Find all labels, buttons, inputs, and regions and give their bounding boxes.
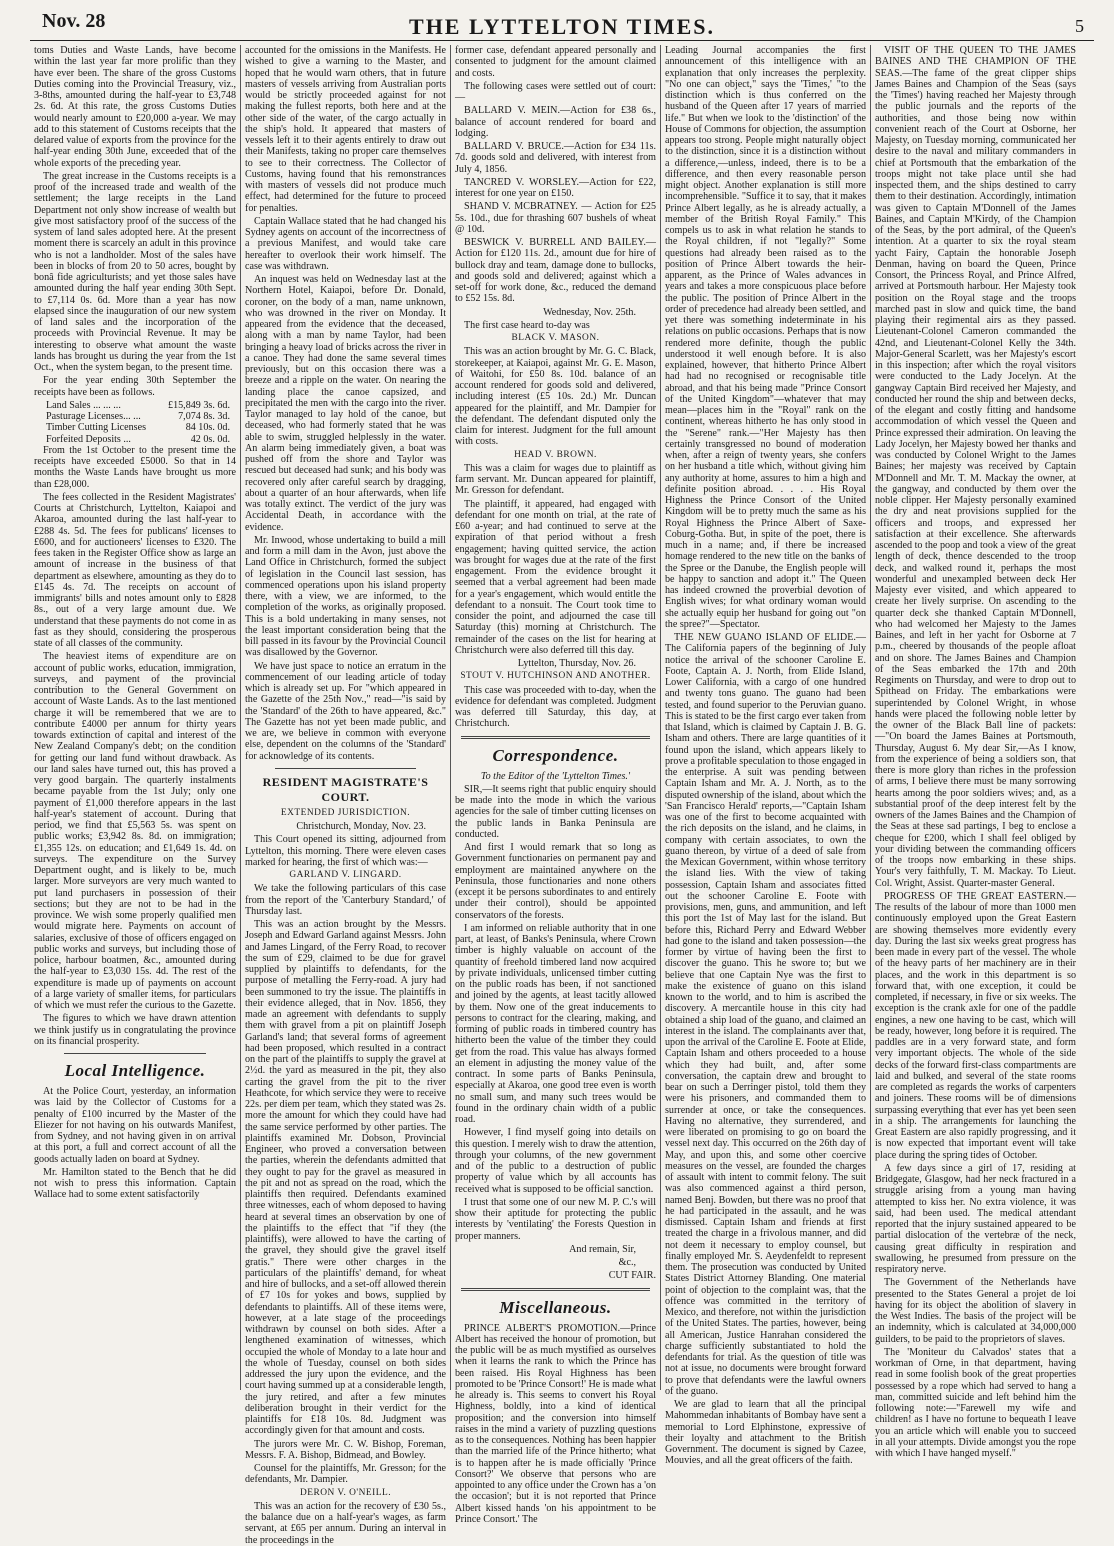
table-cell: 84 10s. 0d.	[185, 422, 230, 434]
paragraph: I am informed on reliable authority that in one part, at least, of Banks's Peninsula, where Crown timber is highly valuable on account of the quantity of freehold timbered land now acquired by private individuals, unlicensed timber cutting on the public roads has been, if not sanctioned and joined by the agents, at least tacitly allowed by them. Now one of the great inducements to persons to contract for the clearing, making, and forming of public roads in timbered country has hitherto been the value of the timber they could get from the road. This value has always formed an element in adjusting the money value of the contract. In some parts of Banks Peninsula, especially at Akaroa, one good tree even is worth no small sum, and many such trees would be found in the ordinary chain width of a public road.	[455, 922, 656, 1125]
paragraph: Counsel for the plaintiffs, Mr. Gresson; for the defendants, Mr. Dampier.	[245, 1463, 446, 1486]
paragraph: The following cases were settled out of court:—	[455, 80, 656, 103]
paragraph: PROGRESS OF THE GREAT EASTERN.—The results of the labour of more than 1000 men continuously employed upon the Great Eastern are showing themselves more evidently every day. During the last six weeks great progress has been made in every part of the vessel. The whole of the heavy parts of her machinery are in their places, and the work in this department is so forward that, with one exception, it could be completed, if necessary, in five or six weeks. The exception is the crank axle for one of the paddle engines, a new one having to be cast, which will be ready, however, long before it is required. The paddles are in a very forward state, and form very important objects. The whole of the side decks of the forward first-class compartments are laid and bulked, and several of the state rooms are completed as regards the works of carpenters and joiners. These rooms will be of dimensions surpassing everything that ever has yet been seen in a ship. The arrangements for launching the Great Eastern are also rapidly progressing, and it is now expected that important event will take place during the spring tides of October.	[875, 890, 1076, 1161]
paragraph: From the 1st October to the present time the receipts have exceeded £5000. So that in 14 months the Waste Lands have brought us more than £28,000.	[34, 444, 236, 490]
paragraph: SIR,—It seems right that public enquiry should be made into the mode in which the various agencies for the sale of timber cutting licenses on the public lands in Banka Peninsula are conducted.	[455, 783, 656, 840]
paragraph: This was an action brought by the Messrs. Joseph and Edward Garland against Messrs. John and James Lingard, of the Ferry Road, to recover the sum of £29, claimed to be due for gravel supplied by plaintiffs to defendants, for the purpose of metalling the Ferry-road. A jury had been summoned to try the issue. The plaintiffs in their evidence alleged, that in Nov. 1856, they made an agreement with defendants to supply them with gravel from a pit on plaintiff Joseph Garland's land; that several forms of agreement had been proposed, which resulted in a contract on the part of the plaintiffs to supply the gravel at 2½d. the yard as measured in the pit, they also carting the gravel from the pit to the river Heathcote, for which service they were to receive 22s. per diem per team, which they stated was 2s. more the amount for which they could have had the same service performed by other parties. The plaintiffs examined Mr. Dobson, Provincial Engineer, who proved a conversation between the parties, wherein the defendants admitted that they ought to pay for the gravel as measured in the pit and not as spread on the road, which the plaintiffs then required. Defendants examined three witnesses, each of whom deposed to having heard at several times an observation by one of the plaintiffs to the effect that "if they (the plaintiffs), were allowed to have the carting of the gravel, they should give the gravel itself gratis." There were other charges in the particulars of the plaintiffs' demand, for wheat and hire of bullocks, and a set-off allowed therein of £7 10s for yokes and bows, supplied by defendants to plaintiffs. All of these items were, however, at a late stage of the proceedings withdrawn by counsel on both sides. After a lengthened examination of witnesses, which occupied the whole of Monday to a late hour and the whole of Tuesday, counsel on both sides addressed the jury upon the evidence, and the court having summed up at a considerable length, the jury retired, and after a few minutes deliberation brought in their verdict for the plaintiffs for £18 10s. 8d. Judgment was accordingly given for that amount and costs.	[245, 919, 446, 1437]
paragraph: An inquest was held on Wednesday last at the Northern Hotel, Kaiapoi, before Dr. Donald, coroner, on the body of a man, name unknown, who was drowned in the river on Monday. It appeared from the evidence that the deceased, along with a man by name Taylor, had been bringing a heavy load of bricks across the river in a canoe. They had done the same several times previously, but on this occasion there was a breeze and a ripple on the water. On nearing the landing place the canoe capsized, and precipitated the men with the cargo into the river. Taylor managed to lay hold of the canoe, but deceased, who had formerly stated that he was able to swim, struggled helplessly in the water. An alarm being immediately given, a boat was pushed off from the shore and Taylor was rescued but deceased had sunk; and his body was recovered only after careful search by dragging, about a quarter of an hour afterwards, when life was totally extinct. The verdict of the jury was Accidental Death, in accordance with the evidence.	[245, 274, 446, 533]
paragraph: At the Police Court, yesterday, an information was laid by the Collector of Customs for a penalty of £100 incurred by the Master of the Eliezer for not having on his outwards Manifest, from Sydney, and not having given in on arrival at this port, a full and correct account of all the goods actually laden on board at Sydney.	[34, 1086, 236, 1165]
paragraph: The fees collected in the Resident Magistrates' Courts at Christchurch, Lyttelton, Kaiapoi and Akaroa, amounted during the last half-year to £288 4s. 5d. The fees for publicans' licenses to £600, and for auctioneers' licenses to £320. The fees taken in the Register Office show as large an amount of increase in the business of that department as elsewhere, amounting as they do to £145 4s. 7d. The receipts on account of immigrants' bills and notes amount only to £828 8s., out of a very large amount due. We understand that these payments do not come in as fast as they should, considering the prosperous state of all classes of the community.	[34, 491, 236, 649]
table-row	[34, 400, 236, 411]
column-1	[30, 45, 240, 1390]
paragraph: This Court opened its sitting, adjourned from Lyttelton, this morning. There were eleven cases marked for hearing, the first of which was:—	[245, 834, 446, 868]
paragraph: The heaviest items of expenditure are on account of public works, education, immigration, surveys, and payment of the provincial contribution to the General Government on account of Waste Lands. As to the last mentioned charge it will be remembered that we are to contribute £4000 per annum for thirty years towards extinction of capital and interest of the New Zealand Company's debt; on the condition for getting our land fund without drawback. As our land sales have turned out, this has proved a very good bargain. The quarterly instalments became payable from the 1st July; only one payment of £1,000 therefore appears in the last half-year's statement of account. During that period, we find that £5,563 5s. was spent on public works; £3,942 8s. 8d. on immigration; £1,355 12s. on education; and £1,649 1s. 4d. on surveys. The expenditure on the Survey Department ought, and is likely to be, much larger. More surveyors are very much wanted to put land purchasers in possession of their sections; but they are not to be had in the province. We wish some properly qualified men would migrate here. Payments on account of salaries, exclusive of those of officers engaged on public works and surveys, but including those of police, harbour boatmen, &c., amounted during the half-year to £3,030 15s. 4d. The rest of the expenditure is made up of payments on account of a large variety of smaller items, for particulars of which we must refer the curious to the Gazette.	[34, 651, 236, 1011]
paragraph: BALLARD V. MEIN.—Action for £38 6s., balance of account rendered for board and lodging.	[455, 105, 656, 139]
letter-closing: And remain, Sir,	[569, 1243, 636, 1255]
page-number: 5	[1075, 16, 1084, 36]
paragraph: This was an action for the recovery of £30 5s., the balance due on a half-year's wages, as farm servant, at £65 per annum. During an interval in the proceedings in the	[245, 1500, 446, 1546]
paragraph: The 'Moniteur du Calvados' states that a workman of Orne, in that department, having read in some foolish book of the great properties possessed by a rope which had served to hang a man, committed suicide and left behind him the following note:—"Farewell my wife and children! as I have no fortune to bequeath I leave you an article which will enable you to succeed in all your attempts. Divide amongst you the rope with which I have hanged myself."	[875, 1346, 1076, 1459]
divider	[461, 1288, 650, 1291]
column-4	[660, 45, 870, 1467]
paragraph: BESWICK V. BURRELL AND BAILEY.—Action for £120 11s. 2d., amount due for hire of bullock dray and team, damage done to bullocks, and goods sold and delivered; against which a set-off for work done, &c., reduced the demand to £52 15s. 8d.	[455, 237, 656, 305]
table-cell: Land Sales ... ... ...	[46, 399, 121, 411]
dateline: Christchurch, Monday, Nov. 23.	[296, 821, 426, 832]
paragraph: TANCRED V. WORSLEY.—Action for £22, interest for one year on £150.	[455, 176, 656, 199]
case-title: GARLAND V. LINGARD.	[289, 870, 402, 880]
paragraph: We have just space to notice an erratum in the commencement of our leading article of today which is already set up. For "which appeared in the Gazette of the 25th Nov.," read—"is said by the 'Standard' of the 26th to have appeared, &c." The Gazette has not yet been made public, and we are, we believe in common with everyone else, dependent on the columns of the 'Standard' for acknowledge of its contents.	[245, 660, 446, 762]
table-row	[34, 434, 236, 445]
column-3	[450, 45, 660, 1525]
letter-signature: CUT FAIR.	[608, 1270, 656, 1282]
divider	[275, 768, 416, 769]
table-cell: Pasturage Licenses... ...	[46, 411, 141, 422]
section-heading: RESIDENT MAGISTRATE'S COURT.	[262, 774, 429, 804]
divider	[461, 736, 650, 739]
table-cell: £15,849 3s. 6d.	[168, 399, 230, 411]
paragraph: former case, defendant appeared personally and consented to judgment for the amount claimed and costs.	[455, 45, 656, 79]
receipts-table	[34, 400, 236, 445]
case-title: BLACK V. MASON.	[511, 333, 600, 343]
table-cell: 42 0s. 0d.	[190, 433, 230, 445]
paragraph: The Government of the Netherlands have presented to the States General a projet de loi having for its object the abolition of slavery in the West Indies. The basis of the project will be an indemnity, which is calculated at 34,000,000 guilders, to be paid to the proprietors of slaves.	[875, 1277, 1076, 1345]
paragraph: And first I would remark that so long as Government functionaries on permanent pay and employment are maintained anywhere on the Peninsula, those functionaries and none others (except it be persons subordinates to and entirely under their control), should be appointed conservators of the forests.	[455, 842, 656, 921]
paragraph: Captain Wallace stated that he had changed his Sydney agents on account of the incorrectness of a previous Manifest, and would take care hereafter to overlook their work himself. The case was withdrawn.	[245, 215, 446, 272]
paragraph: The figures to which we have drawn attention we think justify us in congratulating the province on its financial prosperity.	[34, 1013, 236, 1047]
newspaper-title: THE LYTTELTON TIMES.	[409, 14, 715, 39]
paragraph: accounted for the omissions in the Manifests. He wished to give a warning to the Master, and hoped that he would warn others, that in future masters of vessels arriving from Australian ports would be strictly proceeded against for not making the fullest reports, both here and at the other side of the water, of the cargo actually in the ship's hold. It appeared that masters of vessels left it to their agents entirely to draw out their Manifests, taking no proper care themselves to see to their correctness. The Collector of Customs, having found that his remonstrances with masters of vessels did not produce much effect, had determined for the future to proceed for penalties.	[245, 45, 446, 214]
paragraph: The first case heard to-day was	[464, 319, 590, 331]
section-heading: Correspondence.	[492, 745, 619, 765]
paragraph: Leading Journal accompanies the first announcement of this intelligence with an explanation that only increases the perplexity. "No one can object," says the 'Times,' "to the distinction which is thus conferred on the husband of the Queen after 17 years of married life." But when we look to the 'distinction' of the House of Commons for objection, the assumption appears too strong. People might naturally object to the distinction, since it is a distinction without a difference,—unless, indeed, there is to be a difference, and then every reasonable person might object. Another explanation is still more incomprehensible. "Suffice it to say, that it makes Prince Albert legally, as he is already actually, a member of the British Royal Family." This compels us to ask in what relation he stands to the Royal children, if not "legally?" Some questions had already been raised as to the position of Prince Albert towards the heir-apparent, as the Prince of Wales advances in years and takes a more conspicuous place before the public. The position of Prince Albert in the order of precedence had already been settled, and yet there was something indeterminate in his relations on public occasions. Perhaps that is now rendered more definite, though the public understood it well enough before. It is also explained, however, that hitherto Prince Albert had had no recognised or recognisable title abroad, and that his being made "Prince Consort of the United Kingdom"—whatever that may mean—places him in the "Royal" rank on the continent, whereas hitherto he has only stood in the "Serene" rank.—"Her Majesty has then certainly transgressed no bound of moderation when, after a reign of twenty years, she confers on her husband a title which, without giving him any authority at home, assures to him a high and definite position abroad. . . . . His Royal Highness the Prince Consort of the United Kingdom will be to pretty much the same as his Royal Highness the Prince Albert of Saxe-Coburg-Gotha. But, in spite of the poet, there is much in a name; and, if there be increased homage rendered to the new title on the banks of the Spree or the Danube, the English people will be happy to sanction and adopt it." The Queen has indeed crowned the proverbial devotion of English wives; for what ordinary woman would she actually equip her husband for going out "on the spree?"—Spectator.	[665, 45, 867, 630]
section-heading: Miscellaneous.	[499, 1297, 612, 1317]
paragraph: We take the following particulars of this case from the report of the 'Canterbury Standard,' of Thursday last.	[245, 883, 446, 917]
paragraph: A few days since a girl of 17, residing at Bridgegate, Glasgow, had her neck fractured in a struggle arising from a young man having attempted to kiss her. No extra violence, it was said, had been used. The medical attendant reported that the injury sustained appeared to be partial dislocation of the vertebræ of the neck, causing great difficulty in respiration and swallowing, he presumed from pressure on the respiratory nerve.	[875, 1162, 1076, 1275]
paragraph: However, I find myself going into details on this question. I merely wish to draw the attention, through your columns, of the new government and of the public to a destruction of public property of value which by all accounts has received what is supposed to be official sanction.	[455, 1127, 656, 1195]
paragraph: Mr. Hamilton stated to the Bench that he did not wish to press this information. Captain Wallace had to some extent satisfactorily	[34, 1166, 236, 1201]
paragraph: toms Duties and Waste Lands, have become within the last year far more prolific than they have ever been. The share of the gross Customs Duties coming into the Provincial Treasury, viz., 3-8ths, amounted during the half-year to £3,748 2s. 6d. At this rate, the gross Customs Duties would nearly amount to £20,000 a-year. We may add to this statement of Customs receipts that the delared value of exports from the province for the half-year ending 30th June, exceeded that of the whole exports of the preceding year.	[34, 45, 236, 169]
divider	[64, 1053, 206, 1054]
paragraph: VISIT OF THE QUEEN TO THE JAMES BAINES AND THE CHAMPION OF THE SEAS.—The fame of the great clipper ships James Baines and Champion of the Seas (says the 'Times') having reached her Majesty through the public journals and the reports of the authorities, and those being now within convenient reach of the Court at Osborne, her Majesty, on Tuesday morning, communicated her desire to the naval and military commanders in chief at Portsmouth that the embarkation of the troops might not take place until she had inspected them, and the ships destined to carry them to their destination. Accordingly, intimation was given to Captain M'Donnell of the James Baines, and Captain M'Kirdy, of the Champion of the Seas, by the port admiral, of the Queen's intention. At a quarter to six the royal steam yacht Fairy, Captain the honorable Joseph Denman, having on board the Queen, Prince Consort, the Princess Royal, and Prince Alfred, arrived at Portsmouth harbour. Her Majesty took position on the Royal stage and the troops marched past in slow and quick time, the band playing their regimental airs as they passed. Lieutenant-Colonel Cameron commanded the 42nd, and Lieutenant-Colonel Kelly the 34th. Major-General Scarlett, was her Majesty's escort in this inspection; after which the royal visitors were conducted to the Lady Jocelyn. At the gangway Captain Bird received her Majesty, and conducted her round the ship and between decks, of the elegant and costly fitting and handsome accommodation of which vessel the Queen and Prince expressed their admiration. On leaving the Lady Jocelyn, her Majesty bowed her thanks and was conducted by Colonel Wright to the James Baines; her majesty was received by Captain M'Donnell and Mr. T. M. Mackay the owner, at the gangway, and conducted by them over the noble clipper. Her Majesty personally examined the dry and neat provisions supplied for the officers and troops, and expressed her satisfaction at their excellence. She afterwards ascended to the poop and took a view of the great length of deck, thence descended to the troop deck, and walked round it, perhaps the most wonderful and unexampled between deck Her Majesty ever visited, and which appeared to create her lively surprise. On ascending to the quarter deck she thanked Captain M'Donnell, who had welcomed her Majesty to the James Baines, and left in her yacht for Osborne at 7 p.m., cheered by thousands of the people afloat and on shore. The James Baines and Champion of the Seas embarked the 17th and 20th Regiments on Thursday, and were to drop out to Spithead on Friday. The embarkations were superintended by Colonel Wright, in whose hands were placed the following noble letter by the owner of the Black Ball line of packets:—"On board the James Baines at Portsmouth, Thursday, August 6. My dear Sir,—As I know, from the experience of being a soldiers son, that there is more glory than riches in the profession of arms, I believe there must be many sorrowing hearts among the poor soldiers wives; and, as a substantial proof of the deep interest felt by the owners of the James Baines and the Champion of the Seas at these sad partings, I beg to enclose a cheque for £200, which I shall feel obliged by your dividing between the commanding officers of the troops now embarking in these ships. Your's very faithfully, T. M. Mackay. To Lieut. Col. Wright, Assist. Quarter-master General.	[875, 45, 1076, 889]
paragraph: SHAND V. MCBRATNEY. — Action for £25 5s. 10d., due for thrashing 607 bushels of wheat @ 10d.	[455, 201, 656, 235]
letter-salutation: To the Editor of the 'Lyttelton Times.'	[480, 770, 631, 782]
paragraph: The jurors were Mr. C. W. Bishop, Foreman, Messrs. F. A. Bishop, Bidmead, and Bowley.	[245, 1438, 446, 1461]
paragraph: PRINCE ALBERT'S PROMOTION.—Prince Albert has received the honour of promotion, but the public will be as much mystified as ourselves when it learns the rank to which the Prince has been raised. His Royal Highness has been promoted to be 'Prince Consort!' He is made what he already is. This seems to convert his Royal Highness, boldly, into a kind of identical proposition; and the conversion into himself raises in the mind a variety of puzzling questions as to the consequences. Nothing has been happier than the married life of the Prince hitherto; what is to happen after he is made officially 'Prince Consort?' We observe that persons who are appointed to any office under the Crown has a 'on the occasion'; but it is not reported that Prince Albert kissed hands 'on his appointment to be Prince Consort.' The	[455, 1322, 656, 1525]
paragraph: I trust that some one of our new M. P. C.'s will show their aptitude for protecting the public interests by 'ventilating' the Forests Question in proper manners.	[455, 1196, 656, 1242]
table-cell: Forfeited Deposits ...	[46, 433, 131, 445]
table-row	[34, 422, 236, 433]
paragraph: This was an action brought by Mr. G. C. Black, storekeeper, at Kaiapoi, against Mr. G. E. Mason, of Waitohi, for £50 8s. 10d. balance of an account rendered for goods sold and delivered, including interest (£5 10s. 2d.) Mr. Duncan appeared for the plaintiff, and Mr. Dampier for the defendant. The defendant disputed only the claim for interest. Judgment for the full amount with costs.	[455, 346, 656, 448]
table-row	[34, 411, 236, 422]
table-cell: Timber Cutting Licenses	[46, 422, 147, 434]
column-2	[240, 45, 450, 1546]
paragraph: THE NEW GUANO ISLAND OF ELIDE.—The California papers of the beginning of July notice the arrival of the schooner Caroline E. Foote, Captain A. J. North, from Elide Island, Lower California, with a cargo of one hundred and twenty tons guano. The guano had been tested, and found superior to the Peruvian guano. This is stated to be the first cargo ever taken from that Island, which is claimed by Captain J. B. G. Isham and others. There are large quantities of it found upon the island, which appears likely to prove a profitable speculation to those engaged in the enterprise. A suit was pending between Captain Isham and Mr. A. J. North, as to the disputed ownership of the island, about which the 'San Francisco Herald' reports,—"Captain Isham was one of the first to become acquainted with the rich deposits on the island, and he claims, in company with certain associates, to own the guano thereon, by virtue of a deed of sale from the Mexican Government, within whose territory the island lies. With the view of taking possession, Captain Isham and associates fitted out the schooner Caroline E. Foote with provisions, men, guns, and ammunition, and left this port the 1st of May last for the island. But before this, Richard Perry and Edward Webber had gone to the island and taken possession—the former by virtue of having been the first to discover the guano. This he swore to; but we believe that one Captain Nye was the first to make the existence of guano on this island known to the world, and to him is ascribed the discovery. A mercantile house in this city had obtained a ship load of the guano, and claimed an interest in the island. The complainants aver that, upon the arrival of the Caroline E. Foote at Elide, Captain Isham and others proceeded to a house which they had built, and, after some conversation, the captain drew and brought to bear on such a Derringer pistol, told them they were his prisoners, and commanded them to surrender at once, or take the consequences. Having no alternative, they surrendered, and were liberated on promising to go on board the vessel next day. This occurred on the 26th day of May, and upon this, and some other coercive measures on the vessel, are founded the charges of assault with intent to commit felony. The suit was also commenced against a third person, named Benj. Bowden, but there was no proof that he had participated in the assault, and he was dismissed. Captain Isham and friends at first treated the charge in a frivolous manner, and did not deem it necessary to employ counsel, but finally employed Mr. S. Aeydenfeldt to represent them. The prosecution was conducted by United States District Attorney Blanding. One material point of objection to the complaint was, that the offence was committed in the territory of Mexico, and therefore, not within the jurisdiction of the United States. The parties, however, being all American, Justice Hanrahan considered the charge sufficiently substantiated to hold the defendants for trial. As the question of title was not at issue, no documents were brought forward to prove that defendants were the lawful owners of the guano.	[665, 632, 866, 1397]
dateline: Wednesday, Nov. 25th.	[543, 306, 636, 318]
paragraph: We are glad to learn that all the principal Mahommedan inhabitants of Bombay have sent a memorial to Lord Elphinstone, expressive of their loyalty and attachment to the British Government. The document is signed by Cazee, Mouvies, and all the great officers of the faith.	[665, 1399, 866, 1467]
case-title: STOUT V. HUTCHINSON AND ANOTHER.	[460, 671, 651, 682]
case-title: HEAD V. BROWN.	[514, 449, 597, 460]
masthead	[30, 6, 1094, 41]
letter-closing: &c.,	[618, 1257, 636, 1268]
dateline: Lyttelton, Thursday, Nov. 26.	[517, 658, 636, 669]
section-heading: Local Intelligence.	[64, 1061, 206, 1080]
paragraph: Mr. Inwood, whose undertaking to build a mill and form a mill dam in the Avon, just above the Land Office in Christchurch, formed the subject of legislation in the Council last session, has commenced operations upon his island property there, with a view, we are informed, to the completion of the works, as originally proposed. This is a bold undertaking in many senses, not the least important consideration being that the bill passed in its favour by the Provincial Council was disallowed by the Governor.	[245, 534, 446, 659]
paragraph: This case was proceeded with to-day, when the evidence for defendant was completed. Judgment was deferred till Saturday, this day, at Christchurch.	[455, 684, 656, 730]
paragraph: For the year ending 30th September the receipts have been as follows.	[34, 375, 236, 398]
columns	[30, 45, 1094, 1546]
issue-date: Nov. 28	[42, 10, 106, 32]
paragraph: The plaintiff, it appeared, had engaged with defendant for one month on trial, at the rate of £60 a-year; and had continued to serve at the expiration of that period without a fresh engagement; having quitted service, the action was brought for wages due at the rate of the first engagement. From the evidence brought it seemed that a verbal agreement had been made for a year's engagement, which would entitle the defendant to a nonsuit. The Court took time to consider the point, and adjourned the case till Saturday (this) morning at Christchurch. The remainder of the cases on the list for hearing at Christchurch were also deferred till this day.	[455, 498, 656, 656]
column-5	[870, 45, 1080, 1459]
subheading: EXTENDED JURISDICTION.	[280, 807, 411, 818]
case-title: DERON V. O'NEILL.	[299, 1487, 392, 1498]
paragraph: BALLARD V. BRUCE.—Action for £34 11s. 7d. goods sold and delivered, with interest from July 4, 1856.	[455, 141, 656, 175]
paragraph: The great increase in the Customs receipts is a proof of the increased trade and wealth of the settlement; the large receipts in the Land Department not only show increase of wealth but give most satisfactory proof of the success of the system of land sales adopted here. At the present moment there is scarcely an adult in this province who is not a landholder. Most of the sales have been in blocks of from 20 to 50 acres, bought by bonâ fide agriculturists; and yet those sales have amounted during the half year ending 30th Sept. to £7,114 0s. 6d. More than a year has now elapsed since the inauguration of our new system of land sales and the incorporation of the proceeds with Provincial Revenue. It may be interesting to observe what amount the waste lands has brought us during the year from the 1st Oct., when the system began, to the present time.	[34, 170, 236, 373]
table-cell: 7,074 8s. 3d.	[178, 411, 230, 422]
paragraph: This was a claim for wages due to plaintiff as farm servant. Mr. Duncan appeared for plaintiff, Mr. Gresson for defendant.	[455, 462, 656, 497]
